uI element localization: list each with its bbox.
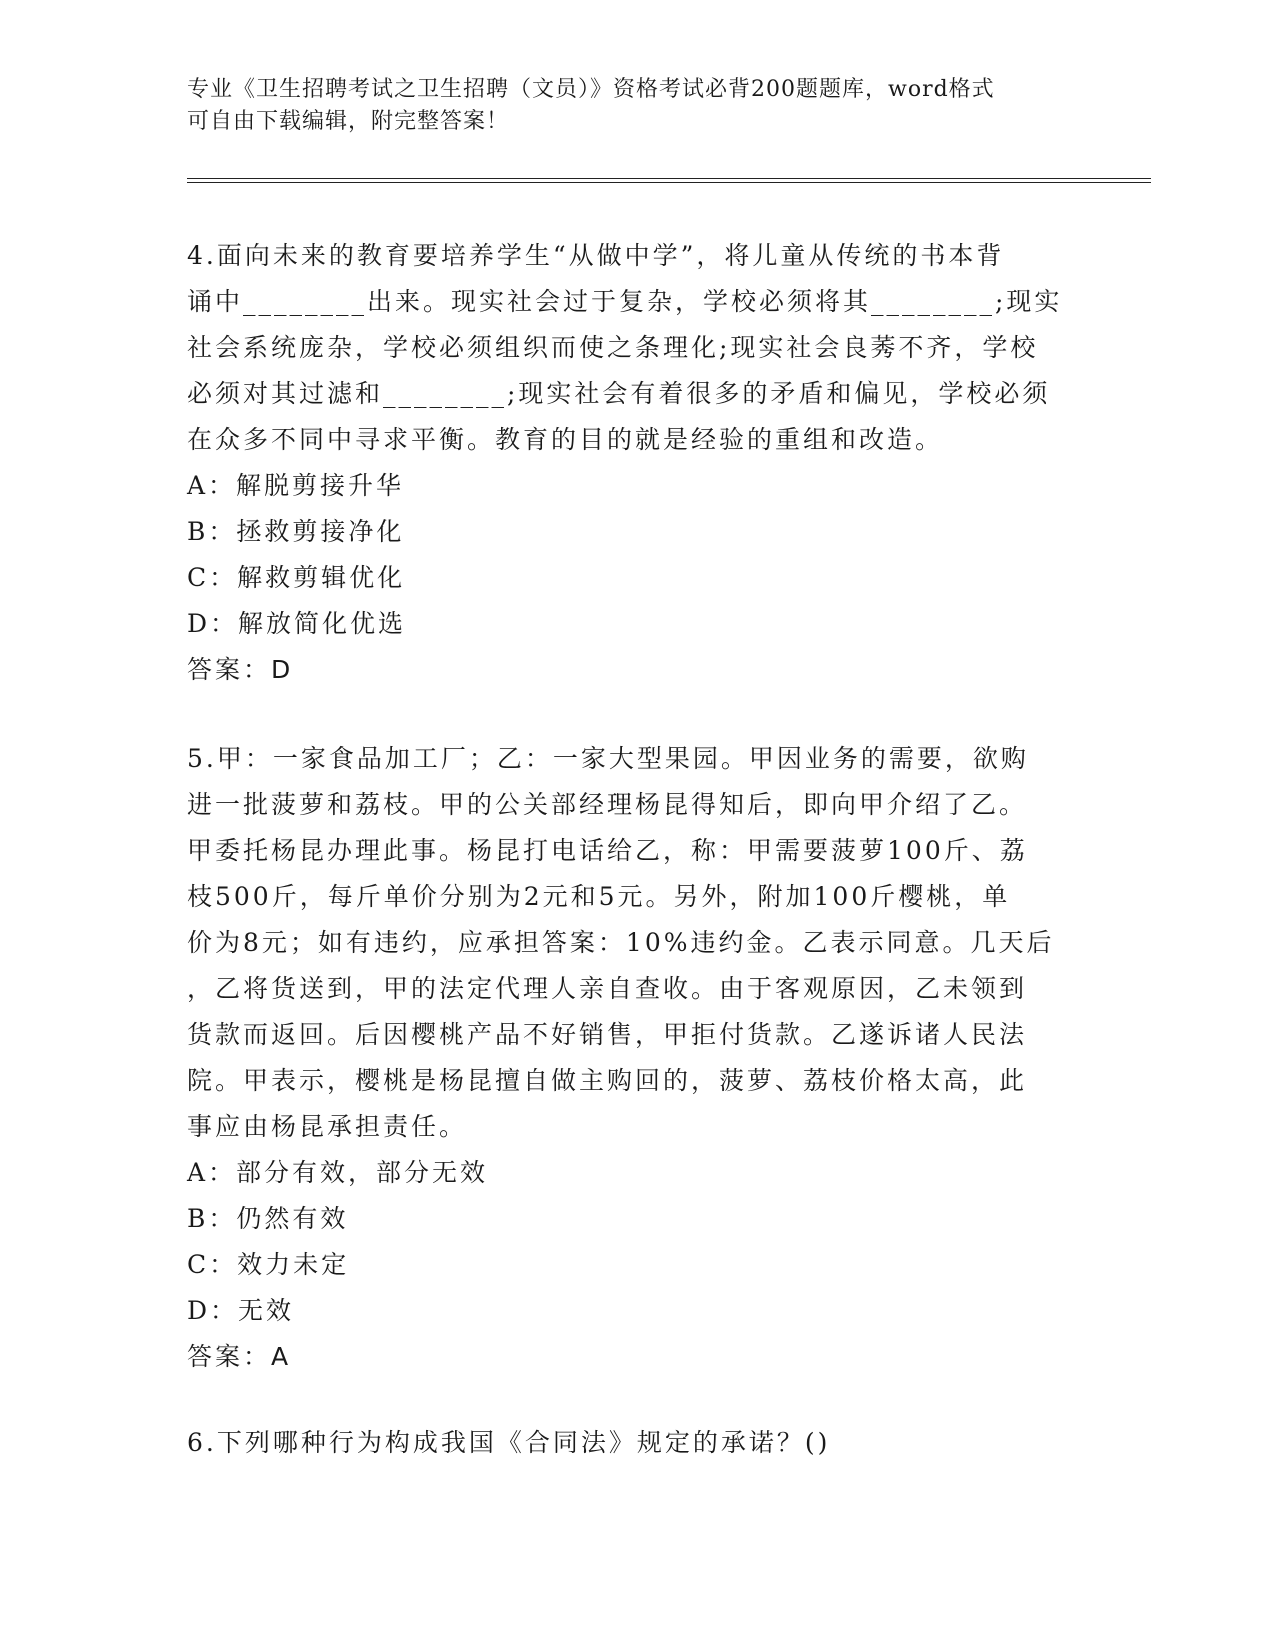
header-divider-bottom — [187, 182, 1151, 183]
stem-line: 诵中________出来。现实社会过于复杂，学校必须将其________;现实 — [187, 287, 1063, 316]
question-4 — [187, 233, 1072, 693]
option-b: B：拯救剪接净化 — [187, 517, 405, 546]
question-5 — [187, 736, 1072, 1380]
header-line-1: 专业《卫生招聘考试之卫生招聘（文员）》资格考试必背200题题库，word格式 — [187, 77, 995, 102]
stem-line: 6.下列哪种行为构成我国《合同法》规定的承诺？() — [187, 1428, 831, 1457]
stem-line: 社会系统庞杂，学校必须组织而使之条理化;现实社会良莠不齐，学校 — [187, 333, 1039, 362]
question-stem — [187, 736, 1072, 1150]
question-6 — [187, 1420, 1072, 1466]
stem-line: 5.甲：一家食品加工厂；乙：一家大型果园。甲因业务的需要，欲购 — [187, 744, 1029, 773]
stem-line: 枝500斤，每斤单价分别为2元和5元。另外，附加100斤樱桃，单 — [187, 882, 1011, 911]
question-stem — [187, 1420, 1072, 1466]
option-a: A：解脱剪接升华 — [187, 471, 405, 500]
stem-line: 在众多不同中寻求平衡。教育的目的就是经验的重组和改造。 — [187, 425, 944, 454]
option-b: B：仍然有效 — [187, 1204, 349, 1233]
answer: 答案：D — [187, 655, 294, 684]
stem-line: 价为8元；如有违约，应承担答案：10%违约金。乙表示同意。几天后 — [187, 928, 1055, 957]
stem-line: 必须对其过滤和________;现实社会有着很多的矛盾和偏见，学校必须 — [187, 379, 1051, 408]
option-c: C：解救剪辑优化 — [187, 563, 406, 592]
stem-line: 甲委托杨昆办理此事。杨昆打电话给乙，称：甲需要菠萝100斤、荔 — [187, 836, 1028, 865]
header-line-2: 可自由下载编辑，附完整答案！ — [187, 109, 510, 134]
option-d: D：解放简化优选 — [187, 609, 407, 638]
option-a: A：部分有效，部分无效 — [187, 1158, 489, 1187]
stem-line: 进一批菠萝和荔枝。甲的公关部经理杨昆得知后，即向甲介绍了乙。 — [187, 790, 1028, 819]
stem-line: 事应由杨昆承担责任。 — [187, 1112, 468, 1141]
option-d: D：无效 — [187, 1296, 295, 1325]
answer: 答案：A — [187, 1342, 292, 1371]
stem-line: 4.面向未来的教育要培养学生“从做中学”，将儿童从传统的书本背 — [187, 241, 1005, 270]
stem-line: ，乙将货送到，甲的法定代理人亲自查收。由于客观原因，乙未领到 — [187, 974, 1028, 1003]
document-header — [187, 74, 1067, 138]
stem-line: 货款而返回。后因樱桃产品不好销售，甲拒付货款。乙遂诉诸人民法 — [187, 1020, 1028, 1049]
option-c: C：效力未定 — [187, 1250, 350, 1279]
header-divider-top — [187, 178, 1151, 179]
question-stem — [187, 233, 1072, 463]
stem-line: 院。甲表示，樱桃是杨昆擅自做主购回的，菠萝、荔枝价格太高，此 — [187, 1066, 1028, 1095]
